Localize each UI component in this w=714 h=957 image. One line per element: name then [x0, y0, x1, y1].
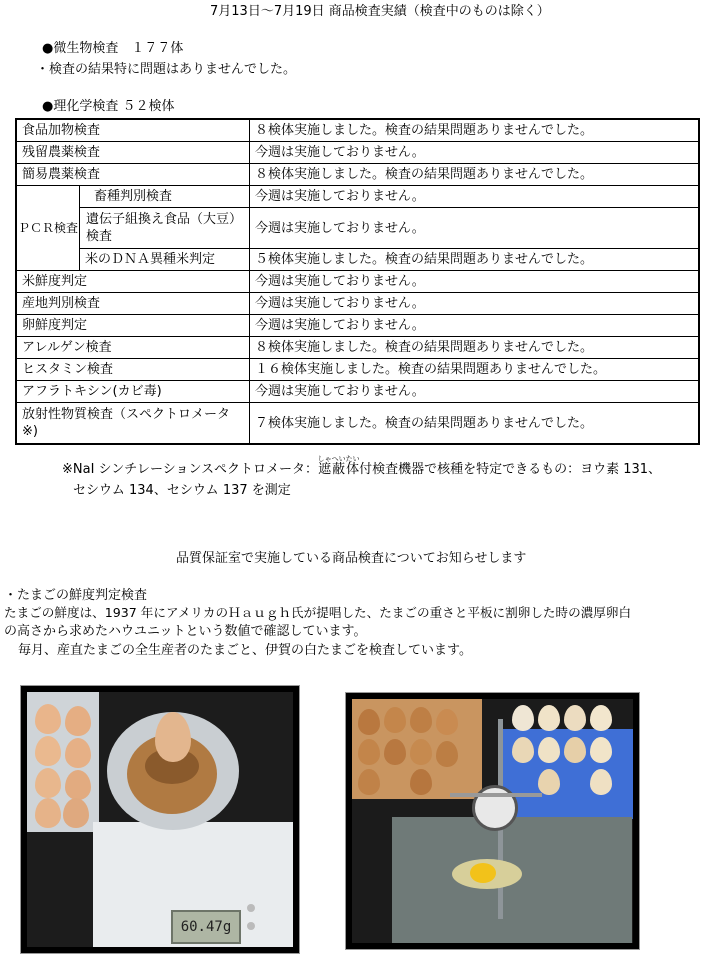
pcr-group-label: ＰＣＲ検査 — [16, 186, 80, 271]
test-name: 遺伝子組換え食品（大豆）検査 — [80, 208, 250, 249]
test-name: 米のＤＮＡ異種米判定 — [80, 249, 250, 271]
table-row — [16, 142, 699, 164]
table-row — [16, 186, 699, 208]
egg-weighing-photo — [20, 685, 300, 954]
page-title: 7月13日～7月19日 商品検査実績（検査中のものは除く） — [210, 4, 550, 19]
test-name: 米鮮度判定 — [16, 271, 250, 293]
test-name: 残留農薬検査 — [16, 142, 250, 164]
notice-para1a: たまごの鮮度は、1937 年にアメリカのＨａｕｇｈ氏が提唱した、たまごの重さと平板に割卵した時の濃厚卵白 — [4, 605, 632, 620]
notice-title: 品質保証室で実施している商品検査についてお知らせします — [176, 551, 527, 566]
footnote-suffix: 付検査機器で核種を特定できるもの：ヨウ素 131、 — [359, 462, 662, 477]
test-result: 今週は実施しておりません。 — [250, 293, 699, 315]
test-name: 食品加物検査 — [16, 119, 250, 142]
table-row — [16, 315, 699, 337]
table-row — [16, 249, 699, 271]
haugh-unit-photo — [345, 692, 640, 950]
table-row — [16, 359, 699, 381]
table-row — [16, 164, 699, 186]
micro-note: ・検査の結果特に問題はありませんでした。 — [36, 62, 297, 77]
test-result: １６検体実施しました。検査の結果問題ありませんでした。 — [250, 359, 699, 381]
test-result: 今週は実施しておりません。 — [250, 142, 699, 164]
chem-heading: ●理化学検査 ５２検体 — [42, 99, 175, 114]
footnote-emph: 遮蔽体 — [317, 462, 360, 477]
test-name: 簡易農薬検査 — [16, 164, 250, 186]
test-result: ８検体実施しました。検査の結果問題ありませんでした。 — [250, 337, 699, 359]
results-table — [15, 118, 700, 445]
micro-heading: ●微生物検査 １７７体 — [42, 41, 184, 56]
test-name: ヒスタミン検査 — [16, 359, 250, 381]
table-row — [16, 271, 699, 293]
footnote-line2: セシウム 134、セシウム 137 を測定 — [73, 483, 291, 498]
notice-para1b: の高さから求めたハウユニットという数値で確認しています。 — [4, 624, 367, 639]
table-row — [16, 381, 699, 403]
table-row — [16, 337, 699, 359]
test-name: 畜種判別検査 — [80, 186, 250, 208]
table-row — [16, 293, 699, 315]
footnote-line1 — [62, 455, 661, 479]
footnote-ruby: しゃへいたい — [317, 455, 360, 463]
test-result: ７検体実施しました。検査の結果問題ありませんでした。 — [250, 403, 699, 445]
test-result: 今週は実施しておりません。 — [250, 271, 699, 293]
scale-display: 60.47g — [171, 910, 241, 944]
footnote-prefix: ※NaI シンチレーションスペクトロメータ： — [62, 462, 319, 477]
test-result: 今週は実施しておりません。 — [250, 381, 699, 403]
test-name: 産地判別検査 — [16, 293, 250, 315]
notice-subheading: ・たまごの鮮度判定検査 — [4, 588, 148, 603]
table-row — [16, 208, 699, 249]
test-name: アレルゲン検査 — [16, 337, 250, 359]
test-name: 放射性物質検査（スペクトロメータ※) — [16, 403, 250, 445]
notice-para2: 毎月、産直たまごの全生産者のたまごと、伊賀の白たまごを検査しています。 — [18, 643, 472, 658]
test-name: 卵鮮度判定 — [16, 315, 250, 337]
test-result: 今週は実施しておりません。 — [250, 186, 699, 208]
table-row — [16, 119, 699, 142]
test-result: 今週は実施しておりません。 — [250, 315, 699, 337]
test-result: ８検体実施しました。検査の結果問題ありませんでした。 — [250, 119, 699, 142]
test-name: アフラトキシン(カビ毒) — [16, 381, 250, 403]
table-row — [16, 403, 699, 445]
test-result: ５検体実施しました。検査の結果問題ありませんでした。 — [250, 249, 699, 271]
test-result: 今週は実施しておりません。 — [250, 208, 699, 249]
test-result: ８検体実施しました。検査の結果問題ありませんでした。 — [250, 164, 699, 186]
